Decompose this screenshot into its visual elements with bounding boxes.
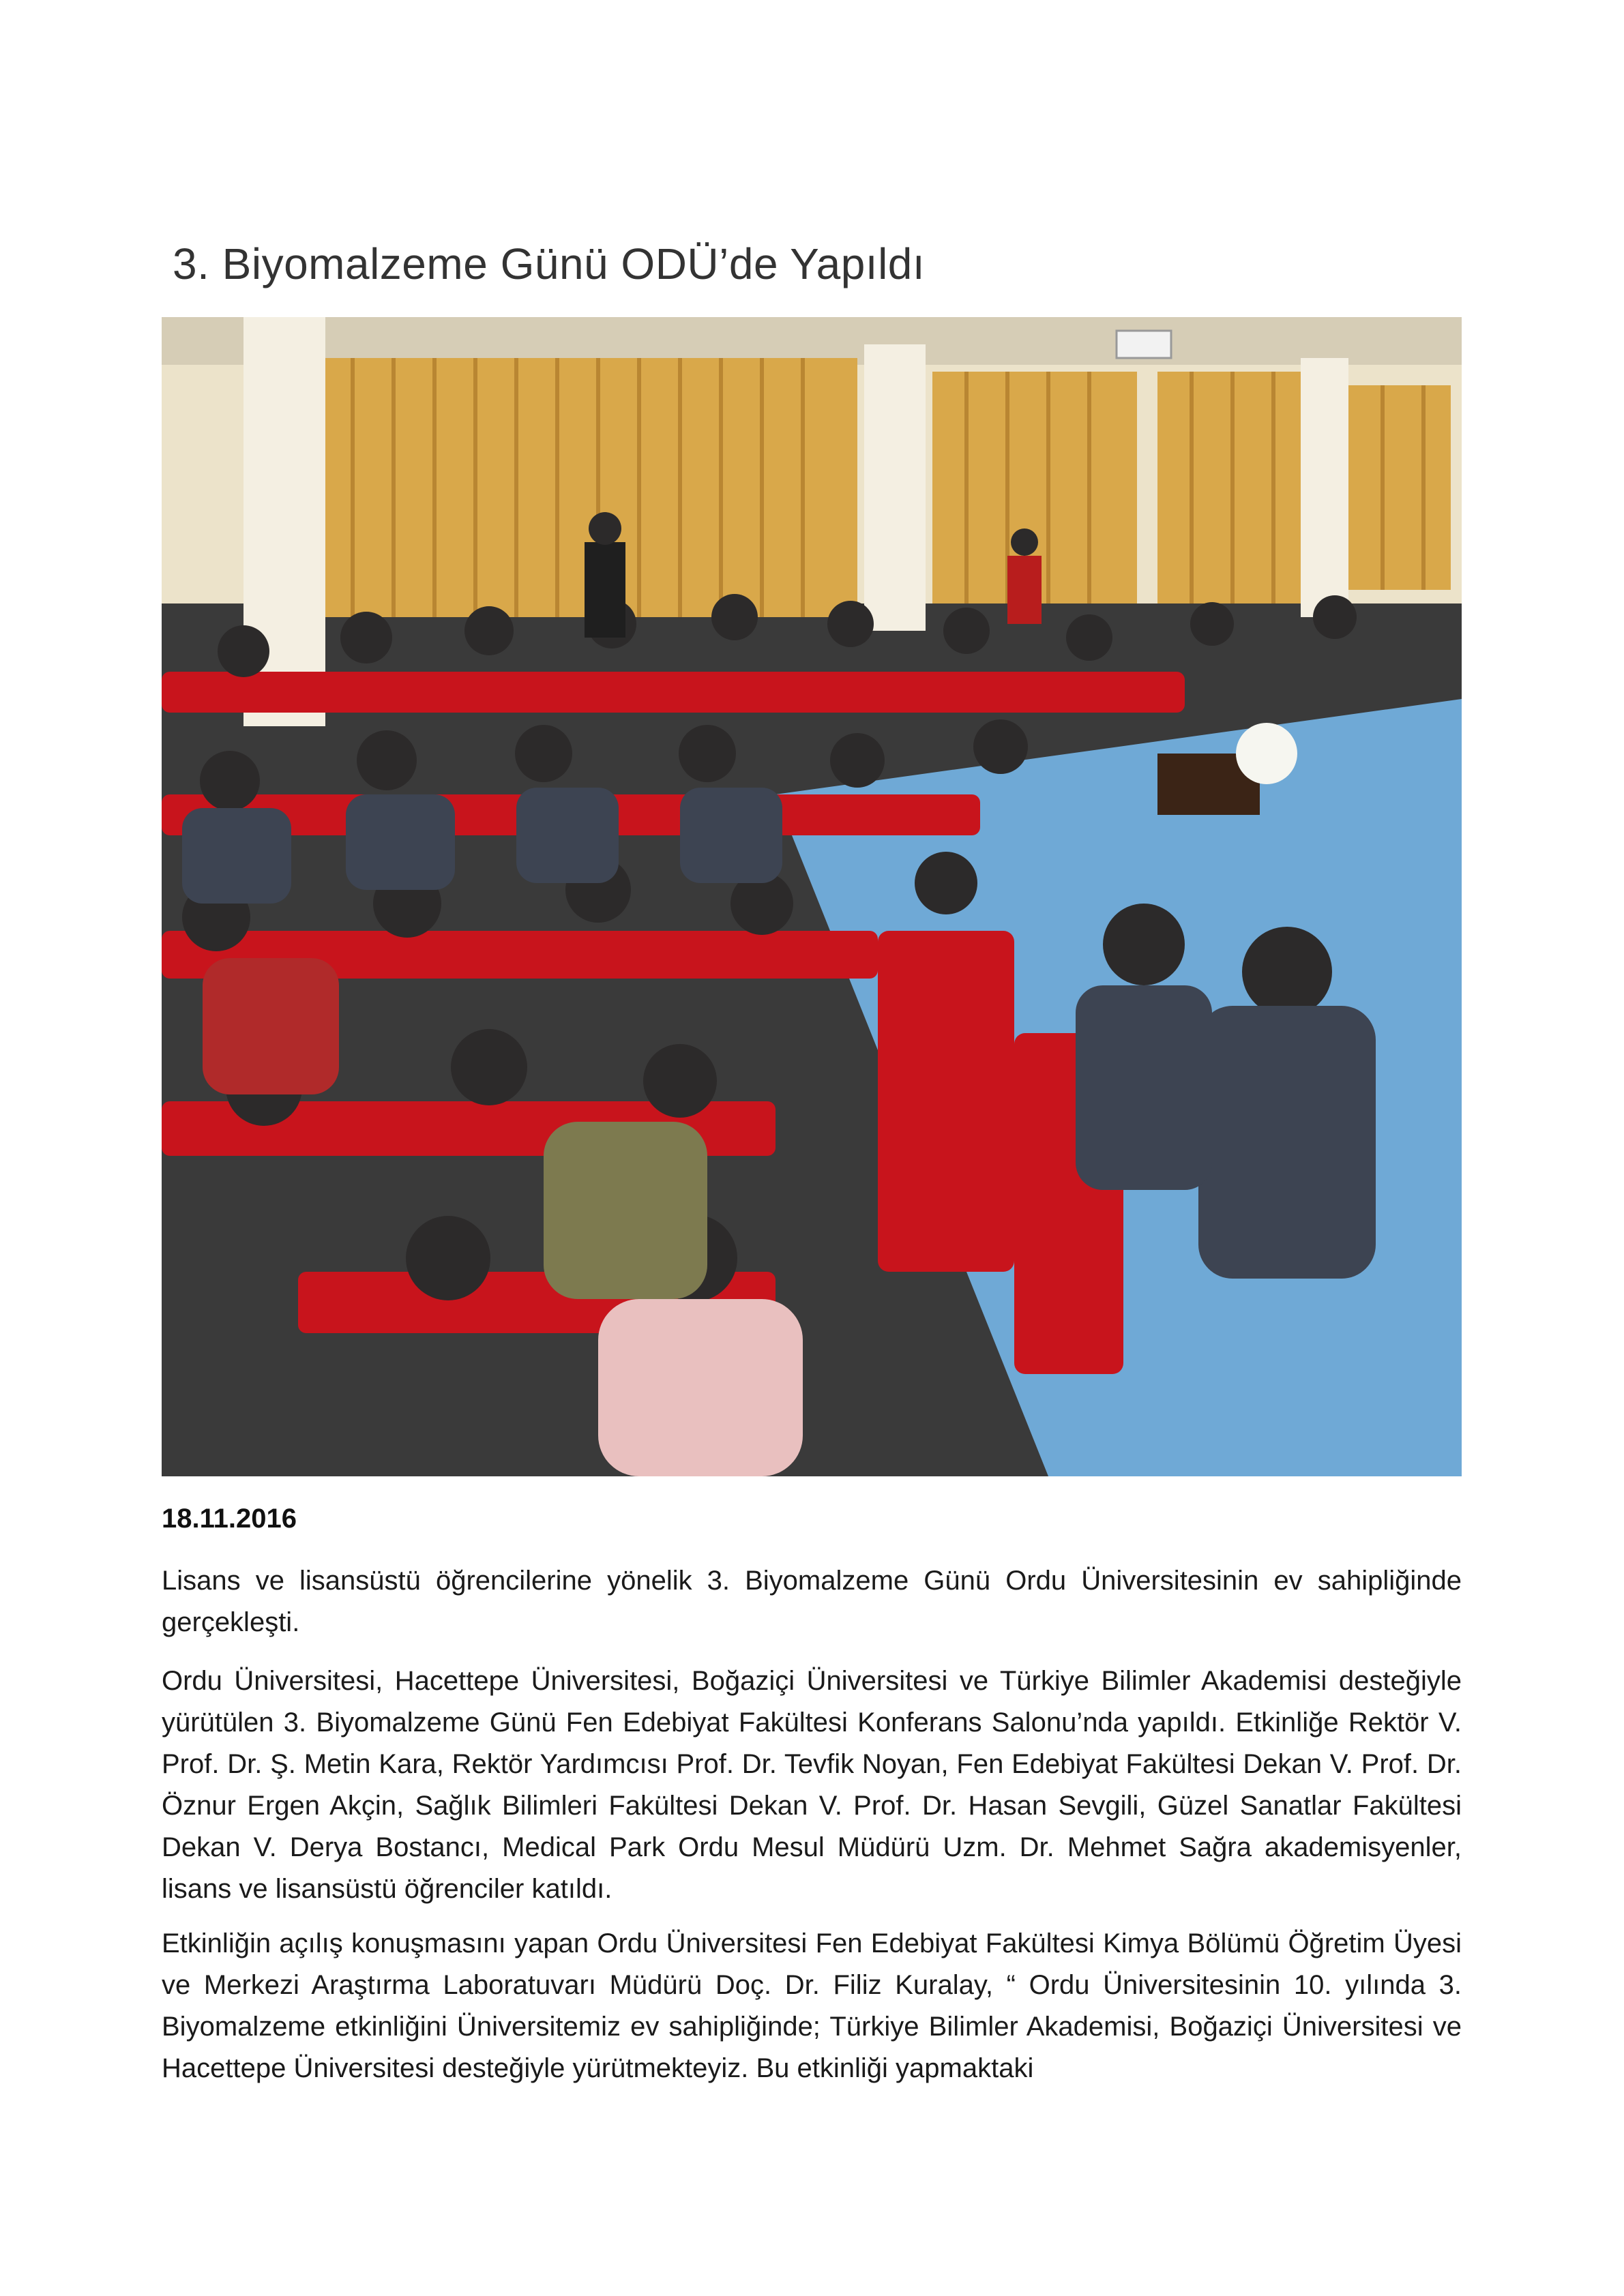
article-paragraph: Ordu Üniversitesi, Hacettepe Üniversitesi, Boğaziçi Üniversitesi ve Türkiye Bilimler Akademisi desteğiyle yürütülen 3. Biyomalzeme Günü Fen Edebiyat Fakültesi Konferans Salonu’nda yapıldı. Etkinliğe Rektör V. Prof. Dr. Ş. Metin Kara, Rektör Yardımcısı Prof. Dr. Tevfik Noyan, Fen Edebiyat Fakültesi Dekan V. Prof. Dr. Öznur Ergen Akçin, Sağlık Bilimleri Fakültesi Dekan V. Prof. Dr. Hasan Sevgili, Güzel Sanatlar Fakültesi Dekan V. Derya Bostancı, Medical Park Ordu Mesul Müdürü Uzm. Dr. Mehmet Sağra akademisyenler, lisans ve lisansüstü öğrenciler katıldı. <box>162 1666 1462 1904</box>
article-date: 18.11.2016 <box>162 1504 297 1534</box>
article-paragraph: Lisans ve lisansüstü öğrencilerine yönelik 3. Biyomalzeme Günü Ordu Üniversitesinin ev sahipliğinde gerçekleşti. <box>162 1566 1462 1637</box>
article-paragraph: Etkinliğin açılış konuşmasını yapan Ordu Üniversitesi Fen Edebiyat Fakültesi Kimya Bölümü Öğretim Üyesi ve Merkezi Araştırma Laboratuvarı Müdürü Doç. Dr. Filiz Kuralay, “ Ordu Üniversitesinin 10. yılında 3. Biyomalzeme etkinliğini Üniversitemiz ev sahipliğinde; Türkiye Bilimler Akademisi, Boğaziçi Üniversitesi ve Hacettepe Üniversitesi desteğiyle yürütmekteyiz. Bu etkinliği yapmaktaki <box>162 1928 1462 2083</box>
conference-photo <box>162 317 1462 1476</box>
page-title: 3. Biyomalzeme Günü ODÜ’de Yapıldı <box>173 239 926 288</box>
